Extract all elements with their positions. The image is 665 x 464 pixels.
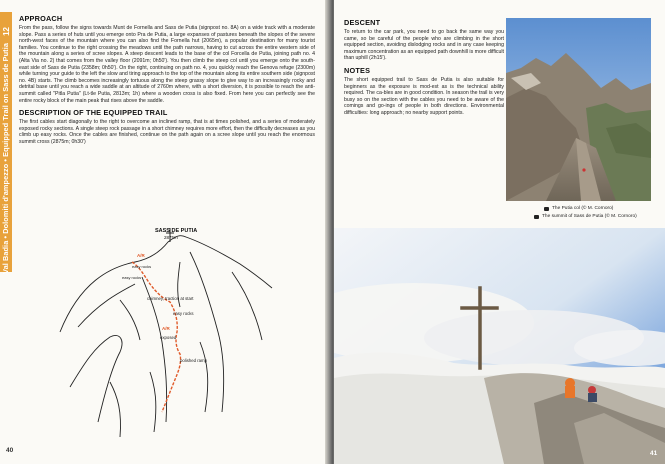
approach-heading: APPROACH	[19, 14, 63, 23]
photo-putia-col	[506, 18, 651, 201]
topo-label: easy rocks	[173, 311, 194, 316]
left-page	[0, 0, 329, 464]
topo-label: polished ramp	[180, 358, 207, 363]
route-topo-sketch	[50, 222, 305, 452]
topo-label: easy rocks	[132, 264, 152, 269]
notes-heading: NOTES	[344, 65, 371, 75]
chapter-side-tab	[0, 12, 12, 272]
notes-text: The short equipped trail to Sass de Putia is also suitable for beginners as the exposure is mod-est as is the technical ability required. The ca-bles are in good condition. In season the trail is very busy so on the section with the cables you need to be aware of the comings and go-ings of people in both directions. Environmental difficulties: long approach; no nearby support points.	[344, 76, 504, 116]
caption-text: The Putia col (© M. Cornoro)	[552, 206, 614, 211]
approach-text: From the pass, follow the signs towards Munt de Fornella and Sass de Putia (signpost no. 8A) on a wide track with a moderate slope. Pass a series of huts until you emerge onto Pra de Putia, a large expanses of pastures beneath the slopes of the severe north-west faces of the mountain where you can also find the Fornella hut (2065m), a popular destination for many tourist families. You continue to the right crossing the meadows until the path narrows, having to cut across the entire western side of the mountain along a series of scree slopes. A steep descent leads to the base of the col Forcella de Putia, joining path no. 4 (Alta Via no. 2) that comes from the valley floor (2091m; 0h50'). You then climb the steep col until you emerge onto the south-east side of Sass de Putia (2358m; 0h50'). On the right, continuing on path no. 4, you quickly reach the Genova refuge (2300m) while turning your guide to the left the slow and tiring approach to the top of the mountain along its entire southern side (signpost no. 4B) starts. The climb becomes increasingly tortuous along the steep grassy slope to give way to an increasingly rocky and detrital base until you reach a wide saddle at an altitude of 2760m where, with a short diversion, it is possible to reach the anti-summit called "Pitla Putia" (Lt-tle Putia, 2813m; 1h) where a wooden cross is also fixed. From here you can perfectly see the entire rocky block of the main peak that rises above the saddle.	[19, 25, 315, 104]
topo-label: A/R	[137, 253, 145, 258]
caption-text: The summit of Sass de Putia (© M. Cornoro)	[542, 214, 637, 219]
summit-altitude: 2875m	[164, 235, 178, 240]
descent-text: To return to the car park, you need to go back the same way you came, so be careful of the people who are climbing in the short equipped section, avoiding dislodging rocks and in any case keeping maximum concentration as an equipped path downhill is more difficult than uphill (2h15').	[344, 29, 504, 62]
chapter-breadcrumb: Val Badia • Dolomiti d'ampezzo • Equipped Trail on Sass de Putia	[1, 43, 10, 274]
topo-label: exposed	[160, 335, 177, 340]
topo-label: A/R	[162, 326, 170, 331]
caption-summit	[534, 214, 637, 219]
summit-label: SASS DE PUTIA	[155, 228, 198, 234]
description-text: The first cables start diagonally to the right to overcome an inclined ramp, that is at times polished, and a series of moderately exposed rocky sections. A single steep rock passage in a short chimney requires more effort, then the difficulty decreases as you climb up easy rocks. Once the cables are finished, continue on the path again on a scree slope until you reach the enormous summit cross (2875m; 0h30')	[19, 119, 315, 145]
camera-icon	[534, 215, 539, 219]
topo-label: chimney, traction at start	[147, 296, 194, 301]
descent-heading: DESCENT	[344, 18, 381, 27]
approach-section	[19, 14, 315, 146]
descent-section	[344, 18, 504, 117]
page-number-left: 40	[6, 447, 14, 454]
caption-putia-col	[544, 206, 613, 211]
camera-icon	[544, 207, 549, 211]
topo-label: easy rocks	[122, 275, 142, 280]
chapter-number: 12	[2, 27, 11, 36]
right-page	[334, 0, 665, 464]
page-number-right: 41	[650, 450, 658, 457]
description-heading: DESCRIPTION OF THE EQUIPPED TRAIL	[19, 108, 168, 118]
photo-summit	[334, 228, 665, 464]
